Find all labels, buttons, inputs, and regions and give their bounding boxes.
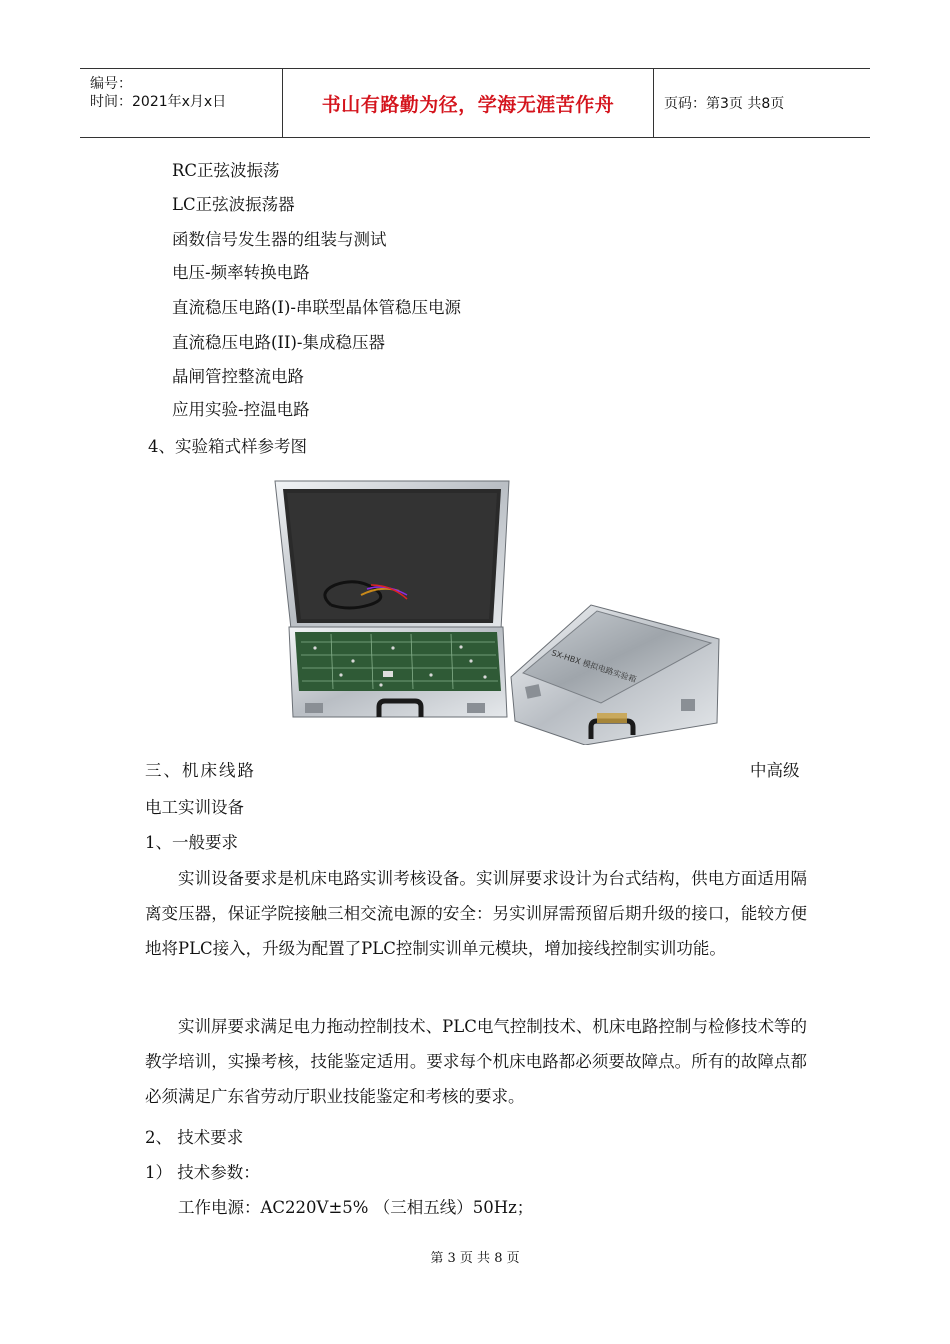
page-footer: 第 3 页 共 8 页 [430, 1251, 520, 1266]
paragraph-text: 实训设备要求是机床电路实训考核设备。实训屏要求设计为台式结构，供电方面适用隔离变压器，保证学院接触三相交流电源的安全：另实训屏需预留后期升级的接口，能较方便地将PLC接入，升级为配置了PLC控制实训单元模块，增加接线控制实训功能。 [145, 869, 807, 958]
doc-number-label: 编号： [90, 76, 132, 92]
list-item: 电压-频率转换电路 [172, 263, 310, 282]
item-2-1-heading: 1） 技术参数： [145, 1163, 260, 1182]
header-meta-cell [80, 69, 283, 137]
header-motto: 书山有路勤为径，学海无涯苦作舟 [283, 69, 654, 137]
section-4-heading: 4、实验箱式样参考图 [148, 437, 307, 456]
section-3-heading: 三、机床线路 [145, 761, 256, 780]
power-spec-line: 工作电源：AC220V±5% （三相五线）50Hz； [178, 1198, 534, 1217]
experiment-box-photo [271, 477, 723, 745]
lid-label: SX-HBX 模拟电路实验箱 [550, 648, 638, 685]
doc-time-label: 时间：2021年x月x日 [90, 94, 227, 110]
list-item: 直流稳压电路(I)-串联型晶体管稳压电源 [172, 298, 461, 317]
list-item: 函数信号发生器的组装与测试 [172, 230, 387, 249]
item-2-heading: 2、 技术要求 [145, 1128, 244, 1147]
training-paragraph [145, 1009, 807, 1114]
header-page-info: 页码：第3页 共8页 [664, 96, 785, 112]
list-item: LC正弦波振荡器 [172, 195, 295, 214]
section-3-heading-right: 中高级 [750, 761, 800, 780]
general-requirements-paragraph [145, 861, 807, 966]
section-3-heading-cont: 电工实训设备 [145, 798, 244, 817]
list-item: 直流稳压电路(II)-集成稳压器 [172, 333, 385, 352]
list-item: 晶闸管控整流电路 [172, 367, 304, 386]
list-item: RC正弦波振荡 [172, 161, 280, 180]
list-item: 应用实验-控温电路 [172, 400, 310, 419]
page-header [80, 68, 870, 138]
item-1-heading: 1、一般要求 [145, 833, 238, 852]
paragraph-text: 实训屏要求满足电力拖动控制技术、PLC电气控制技术、机床电路控制与检修技术等的教学培训，实操考核，技能鉴定适用。要求每个机床电路都必须要故障点。所有的故障点都必须满足广东省劳动厅职业技能鉴定和考核的要求。 [145, 1017, 807, 1106]
